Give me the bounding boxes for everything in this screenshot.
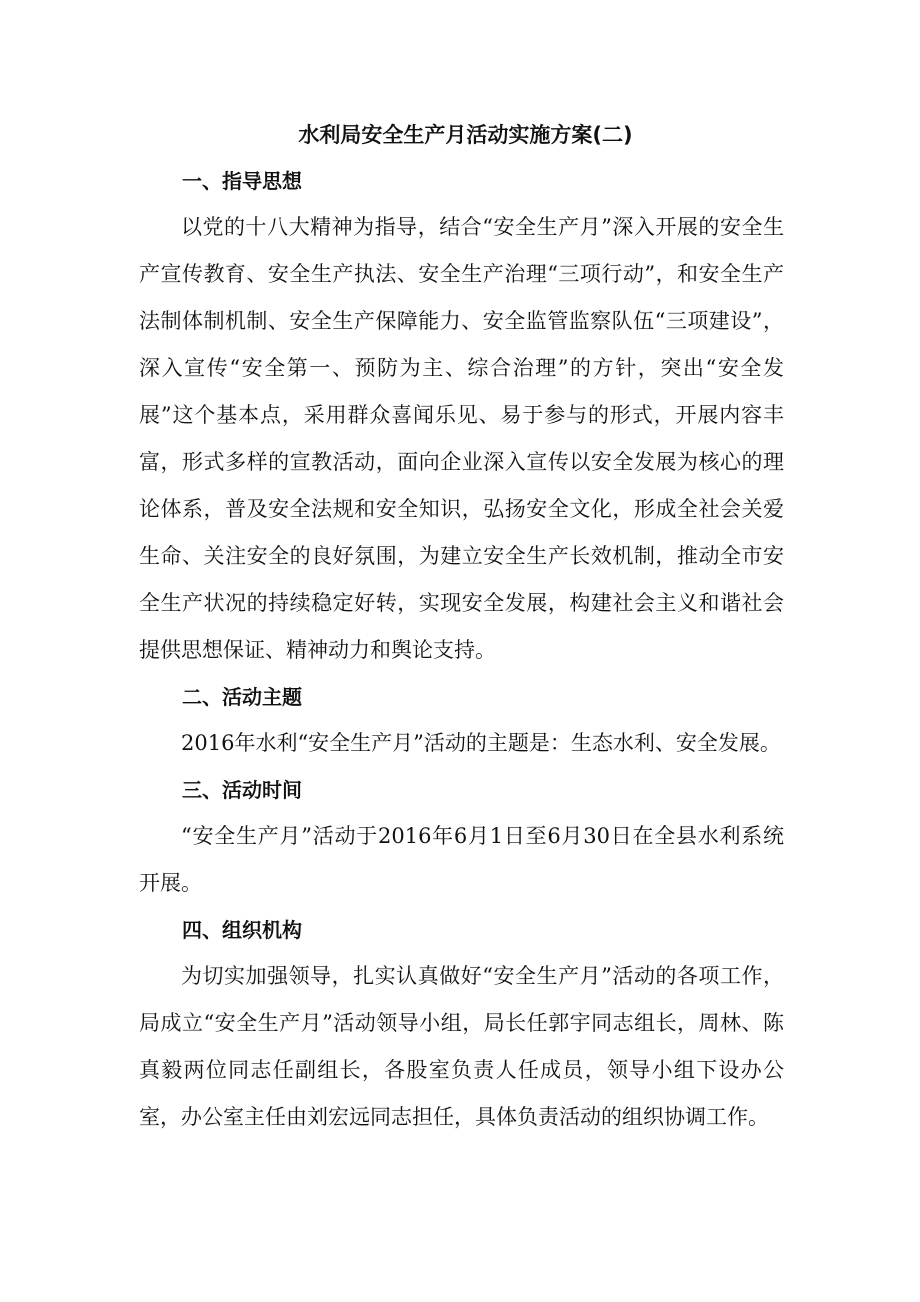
section-body-guiding-ideology: 以党的十八大精神为指导，结合“安全生产月”深入开展的安全生产宣传教育、安全生产执法、安全生产治理“三项行动”，和安全生产法制体制机制、安全生产保障能力、安全监管监察队伍“三项建设”，深入宣传“安全第一、预防为主、综合治理”的方针，突出“安全发展”这个基本点，采用群众喜闻乐见、易于参与的形式，开展内容丰富，形式多样的宣教活动，面向企业深入宣传以安全发展为核心的理论体系，普及安全法规和安全知识，弘扬安全文化，形成全社会关爱生命、关注安全的良好氛围，为建立安全生产长效机制，推动全市安全生产状况的持续稳定好转，实现安全发展，构建社会主义和谐社会提供思想保证、精神动力和舆论支持。 (139, 215, 784, 662)
section-heading-organization: 四、组织机构 (182, 918, 302, 942)
document-content (139, 112, 784, 1141)
section-body-activity-theme: 2016年水利“安全生产月”活动的主题是：生态水利、安全发展。 (181, 731, 781, 755)
section-heading-guiding-ideology: 一、指导思想 (182, 169, 302, 193)
section-heading-activity-time: 三、活动时间 (182, 778, 302, 802)
document-title: 水利局安全生产月活动实施方案(二) (298, 123, 633, 147)
section-body-organization: 为切实加强领导，扎实认真做好“安全生产月”活动的各项工作，局成立“安全生产月”活动领导小组，局长任郭宇同志组长，周林、陈真毅两位同志任副组长，各股室负责人任成员，领导小组下设办公室，办公室主任由刘宏远同志担任，具体负责活动的组织协调工作。 (139, 964, 784, 1129)
section-body-activity-time: “安全生产月”活动于2016年6月1日至6月30日在全县水利系统开展。 (139, 824, 784, 895)
section-heading-activity-theme: 二、活动主题 (182, 685, 302, 709)
